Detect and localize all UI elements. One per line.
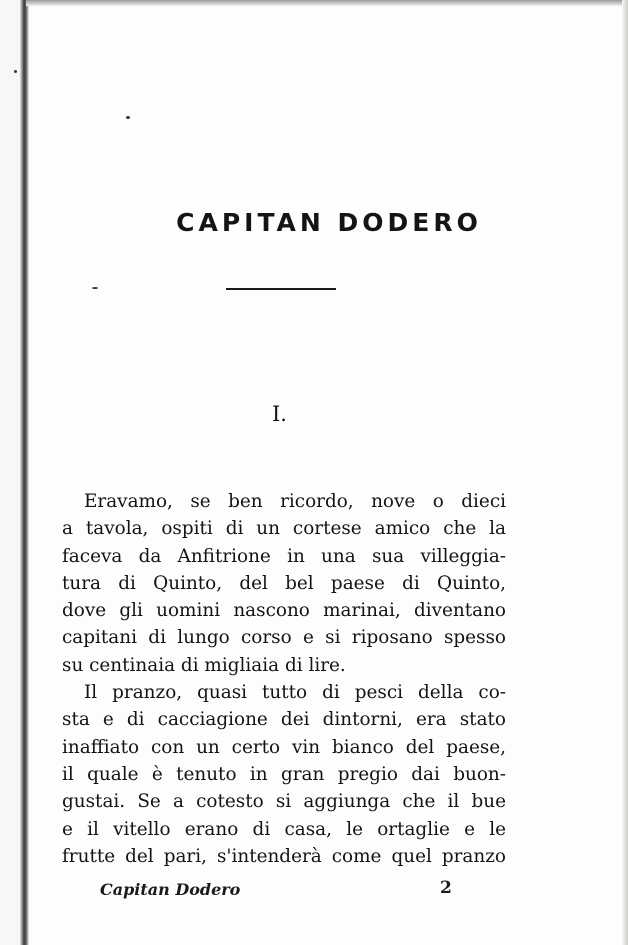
ink-speck <box>14 70 17 73</box>
text-line: su centinaia di migliaia di lire. <box>62 654 346 676</box>
ink-speck <box>92 287 98 289</box>
text-line: Il pranzo, quasi tutto di pesci della co- <box>84 682 506 704</box>
text-line: tura di Quinto, del bel paese di Quinto, <box>62 572 506 594</box>
text-line: il quale è tenuto in gran pregio dai buon- <box>62 763 506 785</box>
page-right-edge <box>622 0 628 945</box>
text-line: capitani di lungo corso e si riposano spesso <box>62 627 506 649</box>
binding-shadow <box>20 0 29 945</box>
text-line: gustai. Se a cotesto si aggiunga che il bue <box>62 791 506 813</box>
text-line: e il vitello erano di casa, le ortaglie e le <box>62 818 506 840</box>
text-line: a tavola, ospiti di un cortese amico che la <box>62 518 506 540</box>
footer-signature-title: Capitan Dodero <box>100 880 241 899</box>
page-top-edge <box>26 0 628 6</box>
text-line: Eravamo, se ben ricordo, nove o dieci <box>84 491 506 512</box>
ink-speck <box>126 116 130 119</box>
section-number: I. <box>272 402 287 426</box>
paragraph-1 <box>62 488 506 679</box>
text-line: inaffiato con un certo vin bianco del paese, <box>62 736 506 758</box>
signature-mark: 2 <box>440 878 452 898</box>
paragraph-2 <box>62 679 506 870</box>
body-text <box>62 488 506 870</box>
chapter-title: CAPITAN DODERO <box>176 208 482 237</box>
text-line: sta e di cacciagione dei dintorni, era stato <box>62 709 506 731</box>
title-divider <box>226 288 336 290</box>
text-line: faceva da Anfitrione in una sua villeggia- <box>62 545 506 567</box>
text-line: dove gli uomini nascono marinai, diventano <box>62 600 506 622</box>
page-margin-left <box>0 0 20 945</box>
text-line: frutte del pari, s'intenderà come quel pranzo <box>62 845 506 867</box>
